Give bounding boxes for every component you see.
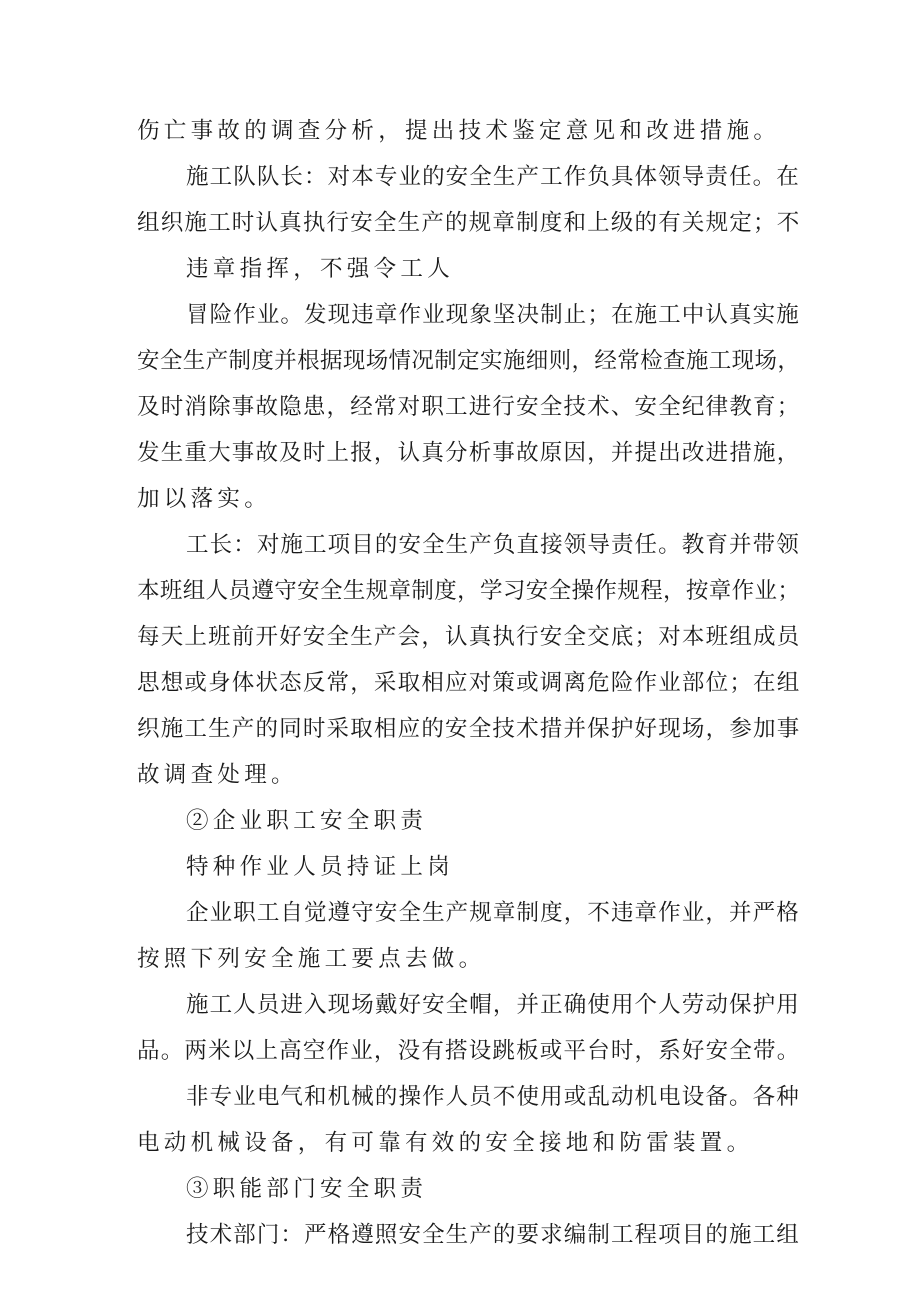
text-line: 故调查处理。 bbox=[137, 762, 298, 788]
section-heading: ②企业职工安全职责 bbox=[186, 808, 428, 834]
text-line: 施工队队长：对本专业的安全生产工作负具体领导责任。在 bbox=[186, 164, 800, 190]
text-line: 企业职工自觉遵守安全生产规章制度，不违章作业，并严格 bbox=[186, 900, 800, 926]
text-line: 冒险作业。发现违章作业现象坚决制止；在施工中认真实施 bbox=[186, 302, 800, 328]
text-line: 本班组人员遵守安全生规章制度，学习安全操作规程，按章作业； bbox=[137, 578, 801, 604]
text-line: 非专业电气和机械的操作人员不使用或乱动机电设备。各种 bbox=[186, 1084, 800, 1110]
text-line: 组织施工时认真执行安全生产的规章制度和上级的有关规定；不 bbox=[137, 210, 801, 236]
text-line: 技术部门：严格遵照安全生产的要求编制工程项目的施工组 bbox=[186, 1222, 800, 1248]
text-line: 加以落实。 bbox=[137, 486, 272, 512]
text-line: 安全生产制度并根据现场情况制定实施细则，经常检查施工现场， bbox=[137, 348, 801, 374]
section-heading: ③职能部门安全职责 bbox=[186, 1176, 428, 1202]
text-line: 每天上班前开好安全生产会，认真执行安全交底；对本班组成员 bbox=[137, 624, 801, 650]
text-line: 伤亡事故的调查分析，提出技术鉴定意见和改进措施。 bbox=[137, 118, 781, 144]
text-line: 电动机械设备，有可靠有效的安全接地和防雷装置。 bbox=[137, 1130, 754, 1156]
text-line: 按照下列安全施工要点去做。 bbox=[137, 946, 486, 972]
text-line: 发生重大事故及时上报，认真分析事故原因，并提出改进措施， bbox=[137, 440, 801, 466]
text-line: 特种作业人员持证上岗 bbox=[186, 854, 455, 880]
text-line: 及时消除事故隐患，经常对职工进行安全技术、安全纪律教育； bbox=[137, 394, 801, 420]
text-line: 思想或身体状态反常，采取相应对策或调离危险作业部位；在组 bbox=[137, 670, 801, 696]
text-line: 织施工生产的同时采取相应的安全技术措并保护好现场，参加事 bbox=[137, 716, 801, 742]
text-line: 品。两米以上高空作业，没有搭设跳板或平台时，系好安全带。 bbox=[137, 1038, 801, 1064]
text-line: 施工人员进入现场戴好安全帽，并正确使用个人劳动保护用 bbox=[186, 992, 800, 1018]
text-line: 工长：对施工项目的安全生产负直接领导责任。教育并带领 bbox=[186, 532, 800, 558]
text-line: 违章指挥，不强令工人 bbox=[186, 256, 455, 282]
